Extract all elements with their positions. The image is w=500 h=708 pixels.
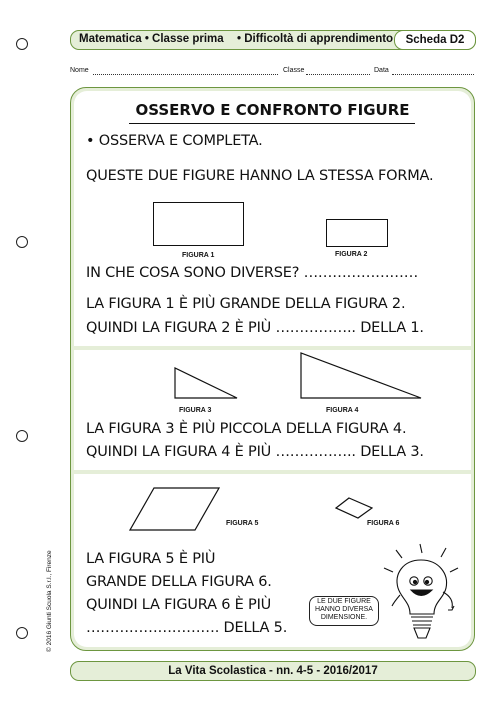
footer-bar: La Vita Scolastica - nn. 4-5 - 2016/2017: [70, 661, 476, 681]
section3-line2: GRANDE DELLA FIGURA 6.: [86, 574, 272, 590]
sheet-badge: Scheda D2: [394, 30, 476, 50]
section-2-panel: [74, 350, 471, 470]
copyright-text: © 2016 Giunti Scuola S.r.l., Firenze: [46, 550, 53, 652]
bubble-line-2: HANNO DIVERSA: [315, 606, 373, 613]
section3-line1: LA FIGURA 5 È PIÙ: [86, 551, 216, 567]
figure-1-label: FIGURA 1: [182, 252, 215, 259]
date-field[interactable]: [392, 68, 474, 75]
title-underline: [129, 123, 415, 124]
figure-6-label: FIGURA 6: [367, 520, 400, 527]
instruction-text: • OSSERVA E COMPLETA.: [86, 133, 263, 149]
speech-bubble: [309, 596, 379, 626]
figure-3-label: FIGURA 3: [179, 407, 212, 414]
figure-1-rectangle: [153, 202, 244, 246]
section2-line1: LA FIGURA 3 È PIÙ PICCOLA DELLA FIGURA 4.: [86, 421, 407, 437]
figure-5-label: FIGURA 5: [226, 520, 259, 527]
subject-label: Matematica • Classe prima: [79, 33, 224, 45]
lightbulb-mascot-icon: [354, 540, 466, 644]
date-label: Data: [374, 67, 389, 74]
worksheet-title: OSSERVO E CONFRONTO FIGURE: [135, 101, 410, 119]
section3-line3: QUINDI LA FIGURA 6 È PIÙ: [86, 597, 272, 613]
figure-2-rectangle: [326, 219, 388, 247]
section1-question: IN CHE COSA SONO DIVERSE? ……………………: [86, 265, 419, 281]
bubble-line-3: DIMENSIONE.: [320, 614, 368, 621]
name-label: Nome: [70, 67, 89, 74]
section-1-panel: [74, 91, 471, 346]
section1-intro: QUESTE DUE FIGURE HANNO LA STESSA FORMA.: [86, 168, 434, 184]
binder-hole: [16, 430, 28, 442]
binder-hole: [16, 236, 28, 248]
name-field[interactable]: [93, 68, 278, 75]
binder-hole: [16, 627, 28, 639]
topic-label: • Difficoltà di apprendimento: [237, 33, 394, 45]
section2-line2: QUINDI LA FIGURA 4 È PIÙ …………….. DELLA 3.: [86, 444, 424, 460]
section-3-panel: [74, 474, 471, 647]
worksheet-frame: [70, 87, 475, 651]
bubble-line-1: LE DUE FIGURE: [317, 598, 371, 605]
binder-hole: [16, 38, 28, 50]
section1-line2: QUINDI LA FIGURA 2 È PIÙ …………….. DELLA 1.: [86, 320, 424, 336]
figure-5-rhombus: [129, 487, 220, 531]
header-bar: [70, 30, 476, 50]
class-field[interactable]: [306, 68, 370, 75]
figure-3-triangle: [174, 367, 238, 399]
figure-4-triangle: [300, 352, 422, 399]
figure-2-label: FIGURA 2: [335, 251, 368, 258]
section3-line4: ………………………. DELLA 5.: [86, 620, 288, 636]
figure-4-label: FIGURA 4: [326, 407, 359, 414]
section1-line1: LA FIGURA 1 È PIÙ GRANDE DELLA FIGURA 2.: [86, 296, 406, 312]
class-label: Classe: [283, 67, 305, 74]
figure-6-rhombus: [335, 497, 373, 519]
